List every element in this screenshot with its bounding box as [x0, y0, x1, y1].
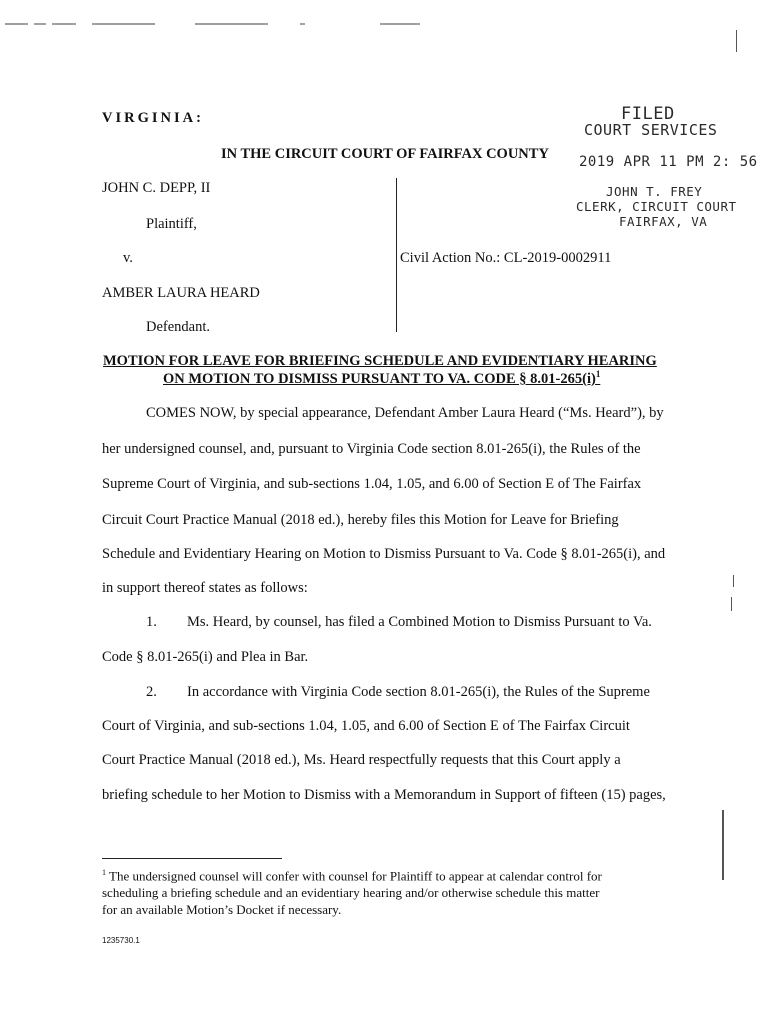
defendant-role: Defendant. — [146, 319, 211, 335]
document-id: 1235730.1 — [102, 936, 140, 945]
paragraph-2-line-2: Court of Virginia, and sub-sections 1.04, 1.05, and 6.00 of Section E of The Fairfax Circuit — [102, 718, 630, 734]
motion-title-line-1: MOTION FOR LEAVE FOR BRIEFING SCHEDULE AND EVIDENTIARY HEARING — [103, 353, 657, 369]
plaintiff-role: Plaintiff, — [146, 216, 197, 232]
paragraph-2-number: 2. — [146, 684, 157, 700]
stamp-location: FAIRFAX, VA — [619, 214, 708, 229]
paragraph-1-number: 1. — [146, 614, 157, 630]
case-caption — [0, 0, 768, 340]
defendant-name: AMBER LAURA HEARD — [102, 285, 260, 301]
stamp-clerk-title: CLERK, CIRCUIT COURT — [576, 199, 737, 214]
footnote-line-1 — [102, 868, 602, 884]
stamp-filed: FILED — [621, 104, 675, 124]
intro-line-5: Schedule and Evidentiary Hearing on Motion to Dismiss Pursuant to Va. Code § 8.01-265(i), and — [102, 546, 666, 562]
paragraph-1-line-2: Code § 8.01-265(i) and Plea in Bar. — [102, 649, 309, 665]
plaintiff-name: JOHN C. DEPP, II — [102, 180, 211, 196]
versus: v. — [123, 250, 133, 266]
motion-title-line-2-text: ON MOTION TO DISMISS PURSUANT TO VA. CODE § 8.01-265(i) — [163, 370, 596, 387]
scan-artifact-right-4 — [722, 810, 724, 880]
footnote-line-1-text: The undersigned counsel will confer with counsel for Plaintiff to appear at calendar control for — [109, 868, 602, 884]
footnote-line-2: scheduling a briefing schedule and an evidentiary hearing and/or otherwise schedule this matter — [102, 885, 600, 900]
civil-action-number: Civil Action No.: CL-2019-0002911 — [400, 250, 612, 266]
scan-artifact-right-3 — [731, 597, 732, 611]
court-heading: IN THE CIRCUIT COURT OF FAIRFAX COUNTY — [221, 146, 549, 162]
intro-line-3: Supreme Court of Virginia, and sub-sections 1.04, 1.05, and 6.00 of Section E of The Fairfax — [102, 476, 642, 492]
paragraph-1-line-1: Ms. Heard, by counsel, has filed a Combined Motion to Dismiss Pursuant to Va. — [187, 614, 652, 630]
footnote-line-3: for an available Motion’s Docket if necessary. — [102, 902, 342, 917]
stamp-date-time: 2019 APR 11 PM 2: 56 — [579, 154, 758, 170]
footnote-divider — [102, 858, 282, 859]
paragraph-2-line-3: Court Practice Manual (2018 ed.), Ms. Heard respectfully requests that this Court apply a — [102, 752, 621, 768]
footnote-ref: 1 — [595, 369, 601, 379]
intro-line-4: Circuit Court Practice Manual (2018 ed.), hereby files this Motion for Leave for Briefing — [102, 512, 619, 528]
intro-line-6: in support thereof states as follows: — [102, 580, 308, 596]
stamp-court-services: COURT SERVICES — [584, 121, 718, 139]
intro-line-2: her undersigned counsel, and, pursuant to Virginia Code section 8.01-265(i), the Rules of the — [102, 441, 641, 457]
scan-artifact-right-2 — [733, 575, 734, 587]
footnote-marker: 1 — [102, 868, 106, 877]
motion-title-line-2 — [163, 369, 600, 388]
caption-divider — [396, 178, 397, 332]
intro-line-1: COMES NOW, by special appearance, Defendant Amber Laura Heard (“Ms. Heard”), by — [146, 405, 664, 421]
paragraph-2-line-1: In accordance with Virginia Code section 8.01-265(i), the Rules of the Supreme — [187, 684, 650, 700]
paragraph-2-line-4: briefing schedule to her Motion to Dismiss with a Memorandum in Support of fifteen (15) pages, — [102, 787, 666, 803]
state-heading: VIRGINIA: — [102, 110, 204, 126]
stamp-clerk-name: JOHN T. FREY — [606, 184, 703, 199]
